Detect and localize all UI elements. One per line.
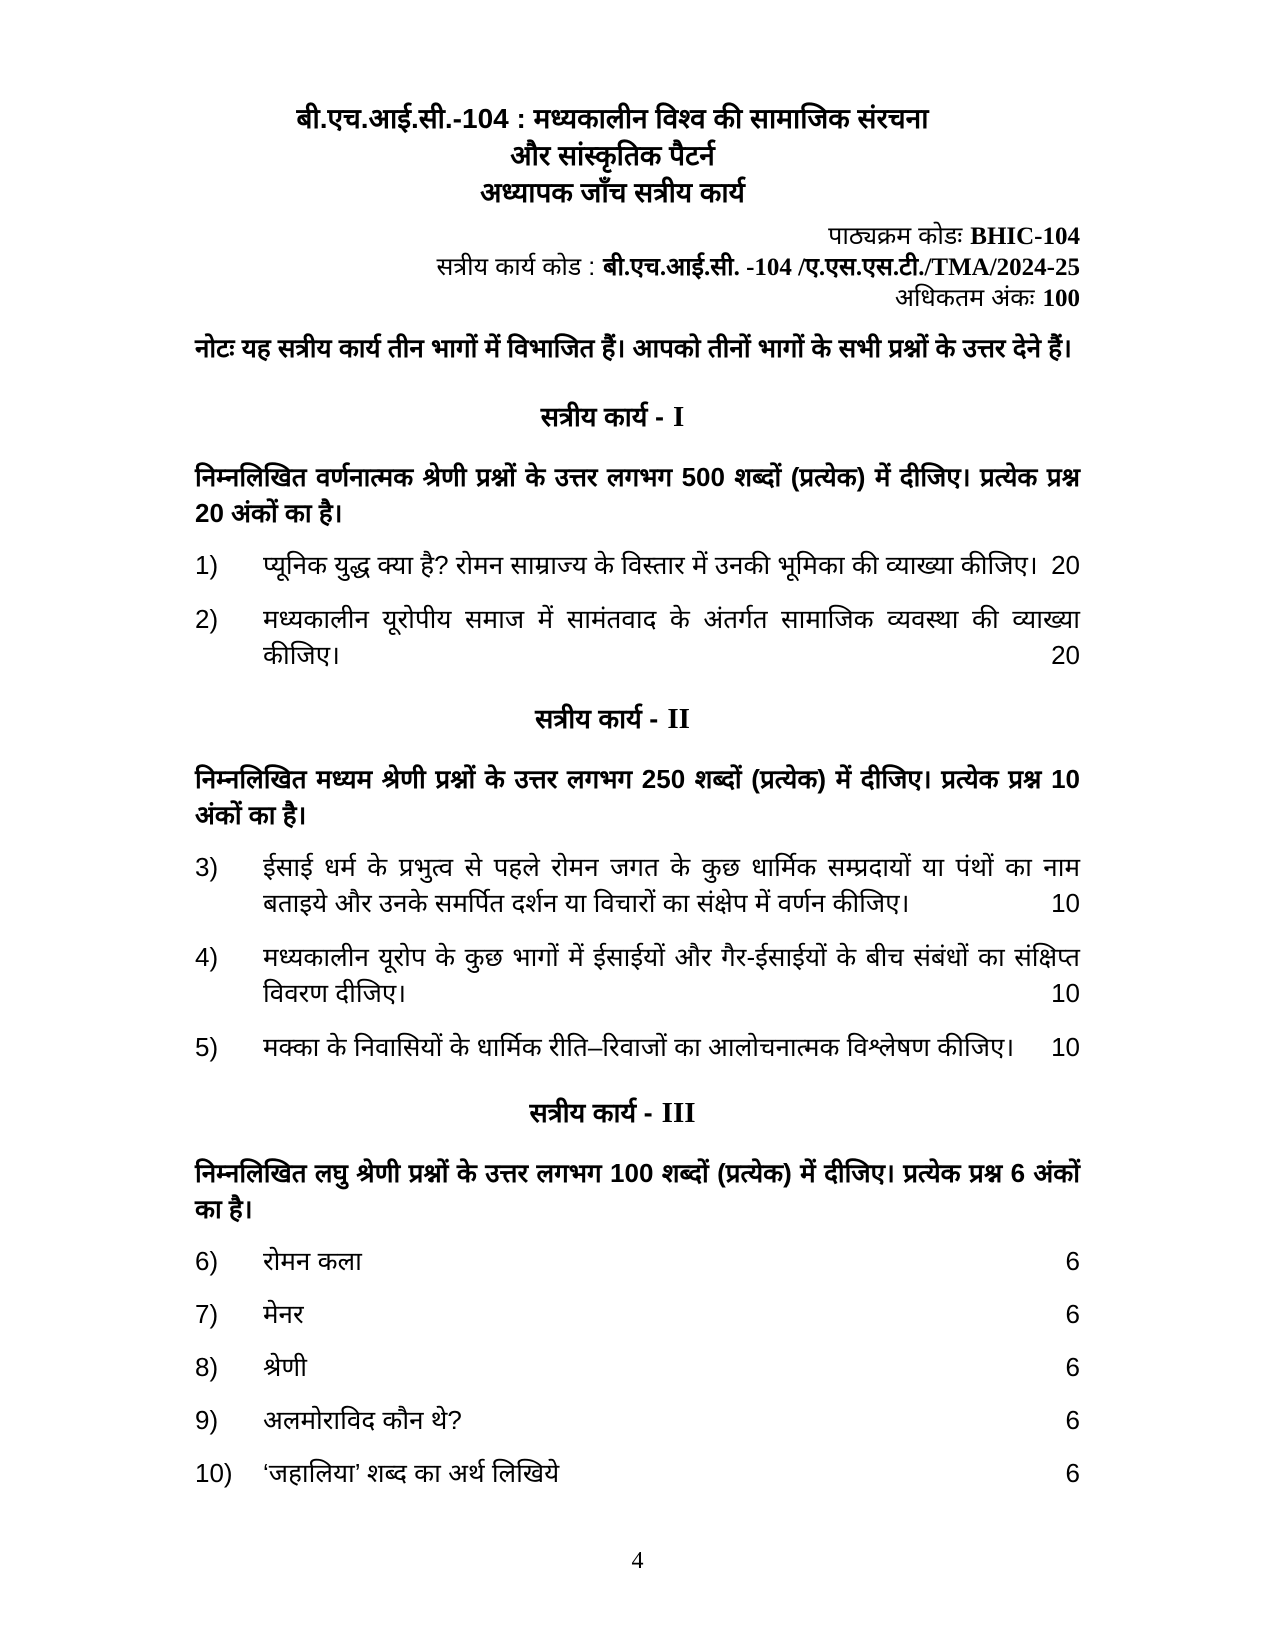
- section-1-numeral: I: [672, 401, 685, 433]
- question-5-text: मक्का के निवासियों के धार्मिक रीति–रिवाजों का आलोचनात्मक विश्लेषण कीजिए।: [263, 1032, 1015, 1062]
- question-row-2: [195, 601, 1080, 673]
- assignment-code-label: सत्रीय कार्य कोड :: [436, 253, 596, 281]
- max-marks-label: अधिकतम अंकः: [894, 284, 1035, 312]
- question-row-8: [195, 1349, 1080, 1385]
- question-7-marks: 6: [1065, 1299, 1080, 1329]
- question-row-6: [195, 1243, 1080, 1279]
- question-9-marks: 6: [1065, 1405, 1080, 1435]
- section-2-heading: [195, 701, 1080, 737]
- question-6-text: रोमन कला: [263, 1246, 362, 1276]
- question-2-text: मध्यकालीन यूरोपीय समाज में सामंतवाद के अंतर्गत सामाजिक व्यवस्था की व्याख्या कीजिए।: [263, 604, 1080, 670]
- question-row-10: [195, 1455, 1080, 1491]
- question-3-text: ईसाई धर्म के प्रभुत्व से पहले रोमन जगत के कुछ धार्मिक सम्प्रदायों या पंथों का नाम बताइये और उनके समर्पित दर्शन या विचारों का संक्षेप में वर्णन कीजिए।: [263, 852, 1080, 918]
- assignment-code-value: बी.एच.आई.सी. -104 /ए.एस.एस.टी./TMA/2024-25: [603, 254, 1080, 281]
- question-row-4: [195, 939, 1080, 1011]
- question-10-text: ‘जहालिया’ शब्द का अर्थ लिखिये: [263, 1458, 560, 1488]
- question-1-number: 1): [195, 550, 219, 580]
- section-2-heading-text: सत्रीय कार्य -: [535, 704, 659, 734]
- question-5-number: 5): [195, 1032, 219, 1062]
- question-row-7: [195, 1296, 1080, 1332]
- question-2-marks: 20: [1051, 640, 1080, 670]
- section-1-heading-text: सत्रीय कार्य -: [540, 402, 664, 432]
- question-8-number: 8): [195, 1352, 219, 1382]
- title-line-3: अध्यापक जाँच सत्रीय कार्य: [480, 177, 745, 208]
- question-7-text: मेनर: [263, 1299, 304, 1329]
- max-marks-value: 100: [1042, 285, 1080, 312]
- question-8-marks: 6: [1065, 1352, 1080, 1382]
- question-6-marks: 6: [1065, 1246, 1080, 1276]
- assignment-code-line: [195, 252, 1080, 283]
- question-4-marks: 10: [1051, 978, 1080, 1008]
- section-3-heading: [195, 1095, 1080, 1131]
- title-line-1: बी.एच.आई.सी.-104 : मध्यकालीन विश्व की सामाजिक संरचना: [296, 103, 929, 134]
- question-1-marks: 20: [1051, 550, 1080, 580]
- question-row-3: [195, 849, 1080, 921]
- question-3-marks: 10: [1051, 888, 1080, 918]
- question-10-marks: 6: [1065, 1458, 1080, 1488]
- question-4-number: 4): [195, 942, 219, 972]
- question-9-text: अलमोराविद कौन थे?: [263, 1405, 462, 1435]
- document-title: [195, 100, 1080, 211]
- section-1-heading: [195, 399, 1080, 435]
- question-3-number: 3): [195, 852, 219, 882]
- question-5-marks: 10: [1051, 1032, 1080, 1062]
- section-3-heading-text: सत्रीय कार्य -: [529, 1098, 653, 1128]
- course-code-label: पाठ्यक्रम कोडः: [828, 222, 963, 250]
- question-7-number: 7): [195, 1299, 219, 1329]
- section-2-numeral: II: [667, 703, 690, 735]
- course-code-line: [195, 221, 1080, 252]
- question-9-number: 9): [195, 1405, 219, 1435]
- question-8-text: श्रेणी: [263, 1352, 307, 1382]
- question-row-9: [195, 1402, 1080, 1438]
- question-row-5: [195, 1029, 1080, 1065]
- note-text: नोटः यह सत्रीय कार्य तीन भागों में विभाजित हैं। आपको तीनों भागों के सभी प्रश्नों के उत्तर देने हैं।: [195, 333, 1072, 363]
- page-number: 4: [631, 1548, 644, 1574]
- question-6-number: 6): [195, 1246, 219, 1276]
- section-3-instruction: निम्नलिखित लघु श्रेणी प्रश्नों के उत्तर लगभग 100 शब्दों (प्रत्येक) में दीजिए। प्रत्येक प्रश्न 6 अंकों का है।: [195, 1158, 1080, 1224]
- section-3-numeral: III: [661, 1097, 696, 1129]
- question-1-text: प्यूनिक युद्ध क्या है? रोमन साम्राज्य के विस्तार में उनकी भूमिका की व्याख्या कीजिए।: [263, 550, 1038, 580]
- question-2-number: 2): [195, 604, 219, 634]
- max-marks-line: [195, 283, 1080, 314]
- question-row-1: [195, 547, 1080, 583]
- assignment-meta: [195, 221, 1080, 314]
- section-2-instruction: निम्नलिखित मध्यम श्रेणी प्रश्नों के उत्तर लगभग 250 शब्दों (प्रत्येक) में दीजिए। प्रत्येक प्रश्न 10 अंकों का है।: [195, 764, 1080, 830]
- section-1-instruction: निम्नलिखित वर्णनात्मक श्रेणी प्रश्नों के उत्तर लगभग 500 शब्दों (प्रत्येक) में दीजिए। प्रत्येक प्रश्न 20 अंकों का है।: [195, 462, 1080, 528]
- course-code-value: BHIC-104: [970, 223, 1080, 250]
- question-10-number: 10): [195, 1458, 233, 1488]
- title-line-2: और सांस्कृतिक पैटर्न: [510, 140, 715, 171]
- page-content: [195, 0, 1080, 1491]
- question-4-text: मध्यकालीन यूरोप के कुछ भागों में ईसाईयों और गैर-ईसाईयों के बीच संबंधों का संक्षिप्त विवरण दीजिए।: [263, 942, 1080, 1008]
